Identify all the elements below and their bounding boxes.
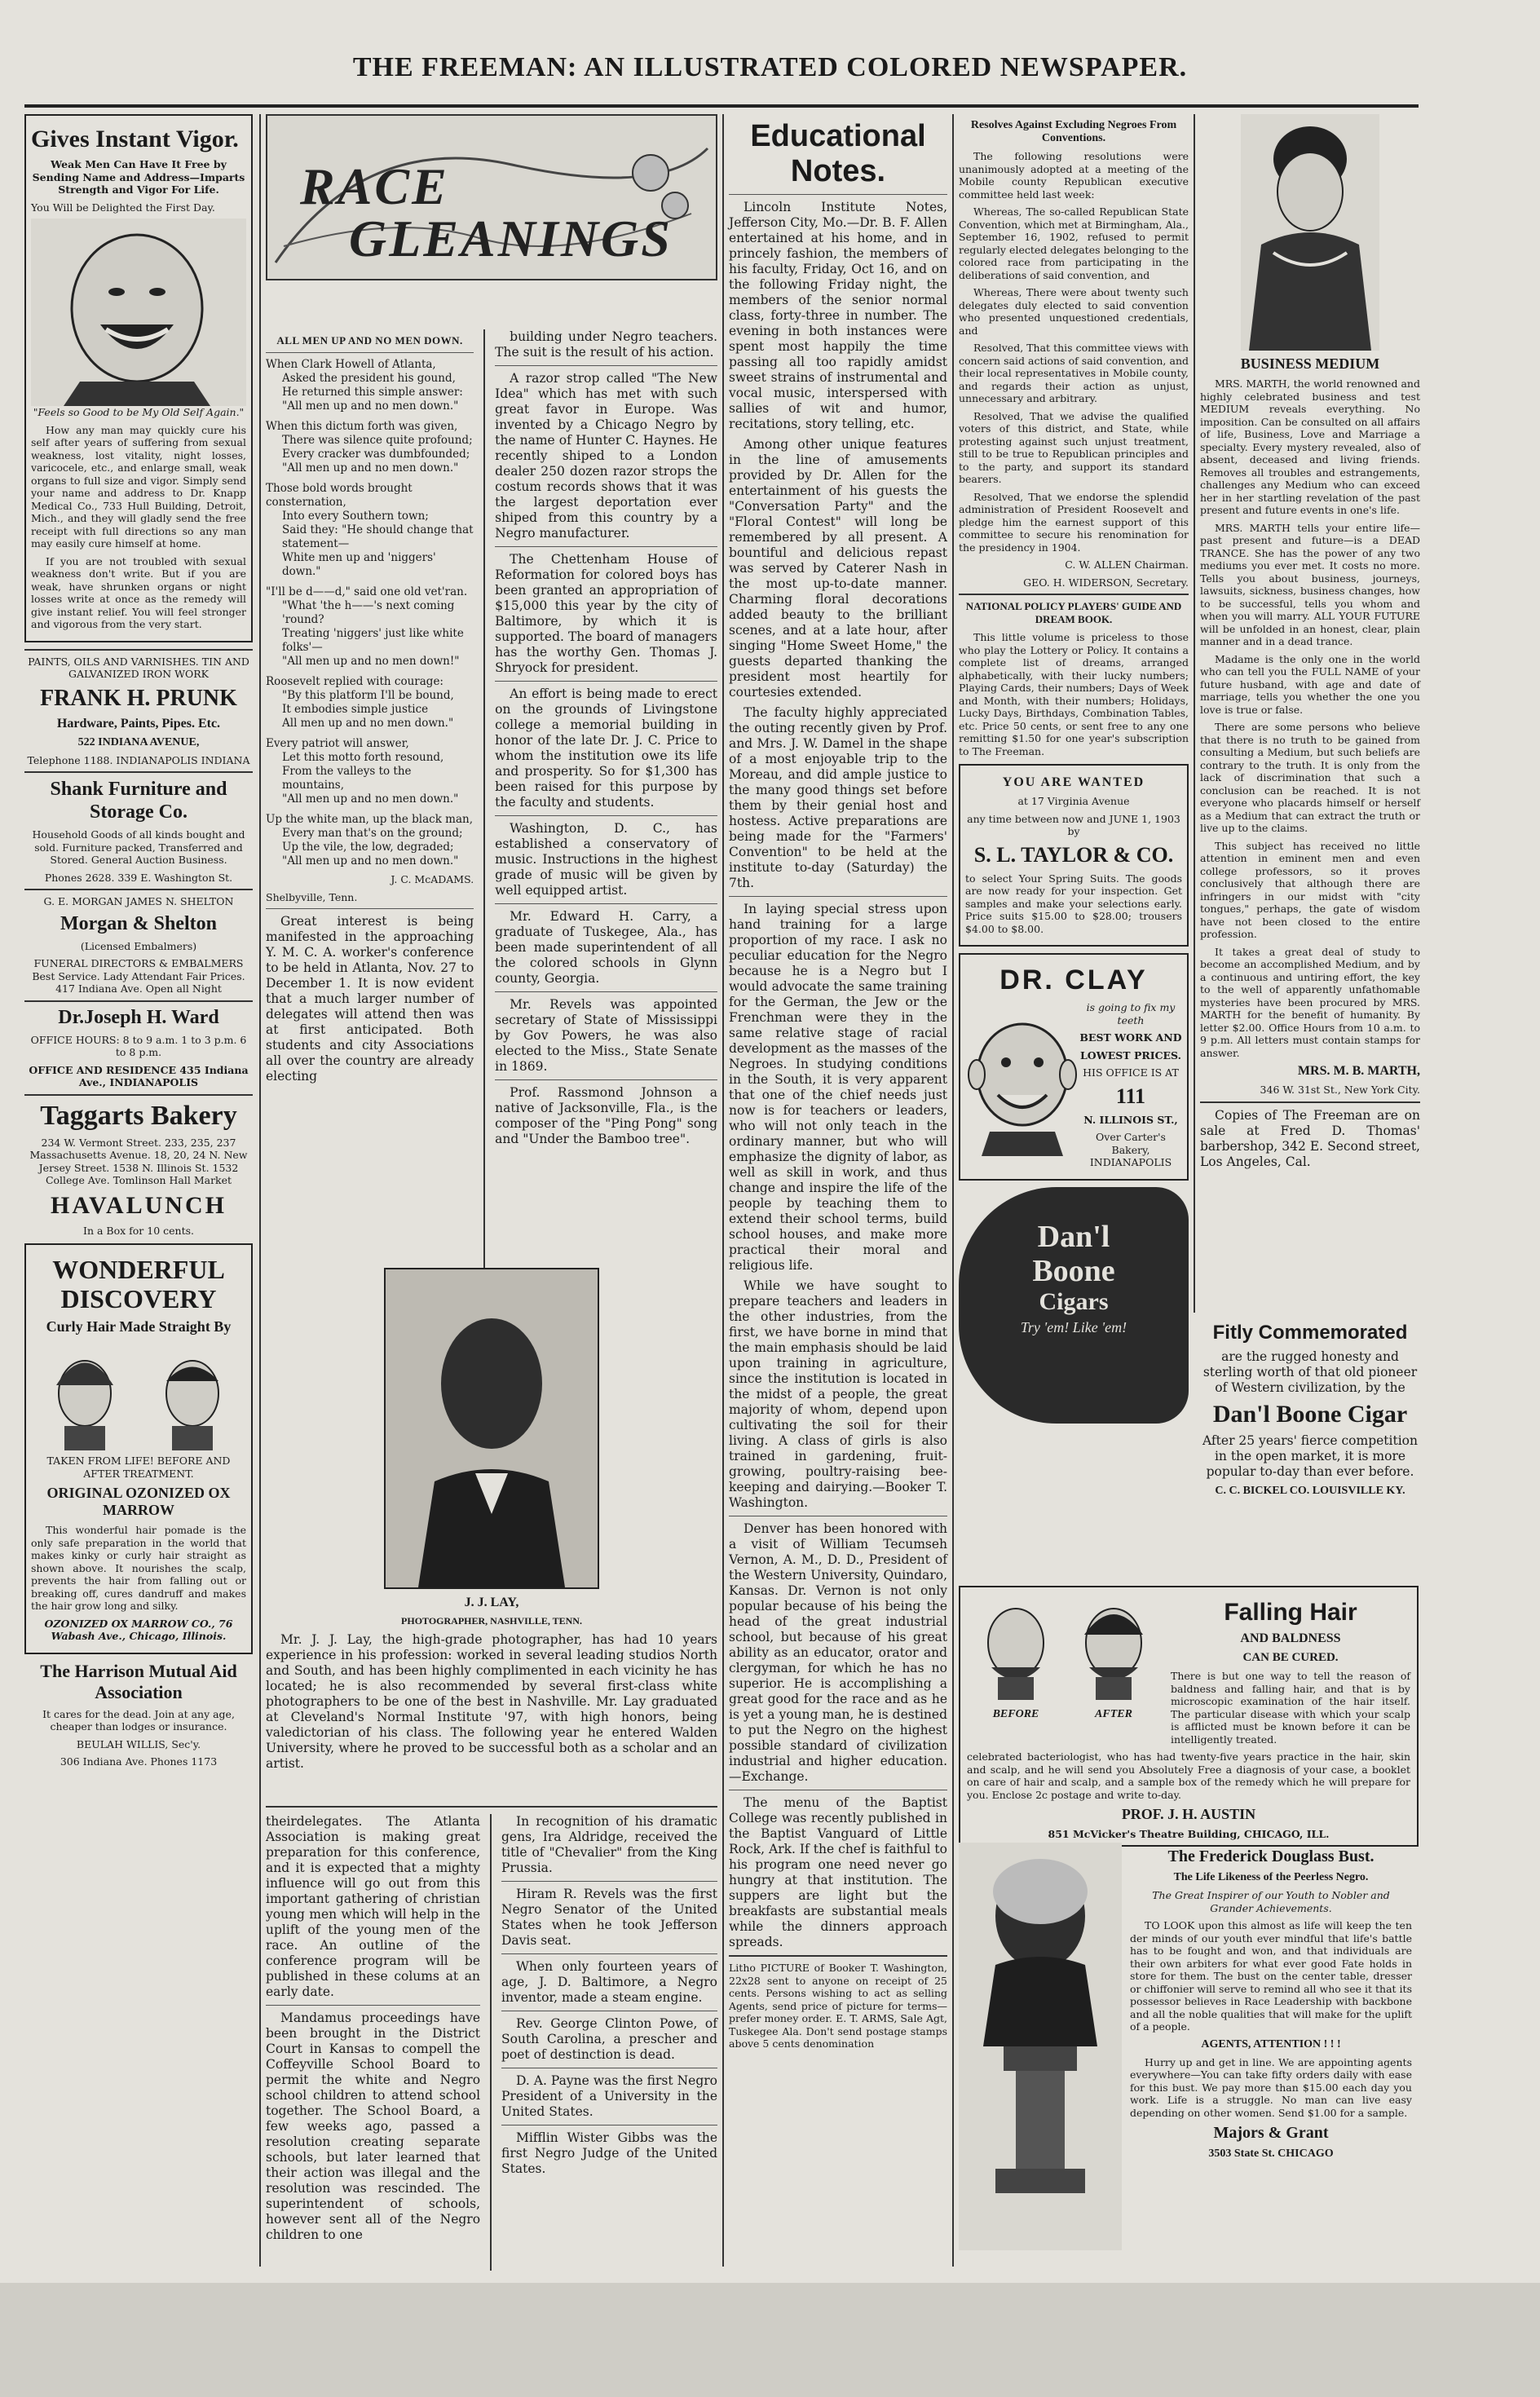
poem-title: ALL MEN UP AND NO MEN DOWN. bbox=[276, 334, 463, 347]
vigor-tag: You Will be Delighted the First Day. bbox=[31, 201, 215, 214]
douglass-bust-illustration bbox=[959, 1843, 1122, 2250]
poem-line: He returned this simple answer: bbox=[282, 386, 463, 399]
news-items-column: building under Negro teachers. The suit is the result of his action. A razor strop called "The New Idea" which has met with such great favor in Europe. Was invented by a Chicago Negro by the name of Hunter C. Haynes. He recently shiped to a London dealer 250 dozen razor strops the costum records shows that it was the largest deportation ever shiped from this country by a Negro manufacturer. The Chettenham House of Reformation for colored boys has been granted an appropriation of $15,000 this year by the city of Baltimore, by which it is supported. The board of managers has the worthy Gen. Thomas J. Shryock for president. An effort is being made to erect on the grounds of Livingstone college a memorial building in honor of the late Dr. J. C. Price to whom the institution owe its life and prosperity. So for $1,300 has been raised for this purpose by the faculty and students. Washington, D. C., has established a conservatory of music. Instructions in the highest grade of music will be given by well equipped artist. Mr. Edward H. Carry, a graduate of Tuskegee, Ala., has been made superintendent of all the colored schools in Glynn county, Georgia. Mr. Revels was appointed secretary of State of Mississippi by Gov Powers, he was also elected to the Miss., State Senate in 1869. Prof. Rassmond Johnson a native of Jacksonville, Fla., is the composer of the "Ping Pong" song and "Under the Bamboo tree". bbox=[495, 329, 718, 1146]
harrison-ad: The Harrison Mutual Aid Association It cares for the dead. Join at any age, cheaper than lodges or insurance. BEULAH WILLIS, Sec'y. 306 Indiana Ave. Phones 1173 bbox=[40, 1660, 237, 1768]
vigor-ad bbox=[24, 114, 253, 642]
poem-line: "By this platform I'll be bound, bbox=[282, 689, 454, 702]
banner-word-gleanings: GLEANINGS bbox=[349, 210, 673, 267]
poem-line: Treating 'niggers' just like white folks'— bbox=[282, 627, 464, 654]
prunk-ad: PAINTS, OILS AND VARNISHES. TIN AND GALVANIZED IRON WORK FRANK H. PRUNK Hardware, Paints, Pipes. Etc. 522 INDIANA AVENUE, Telephone 1188. INDIANAPOLIS INDIANA bbox=[27, 655, 250, 766]
poem-line: Into every Southern town; bbox=[282, 510, 429, 523]
poem-line: "What 'the h——'s next coming 'round? bbox=[282, 599, 455, 626]
falling-hair-ad: BEFORE AFTER Falling Hair AND BALDNESS CAN BE CURED. There is but one way to tell the reason of baldness and falling hair, and that is by microscopic examination of the hair itself. The particular disease with which your scalp is afflicted must be known before it can be intelligently treated. celebrated bacteriologist, who has had twenty-five years practice in the hair, skin and scalp, and he will send you Absolutely Free a diagnosis of your case, a booklet on care of hair and scalp, and a sample box of the remedy which he will prepare for you. Enclose 2c postage and write to-day. PROF. J. H. AUSTIN 851 McVicker's Theatre Building, CHICAGO, ILL. bbox=[959, 1586, 1419, 1847]
poem-lines bbox=[266, 358, 474, 868]
column-2-bottom: theirdelegates. The Atlanta Association is making great preparation for this conference, and it is expected that a mighty influence will go out from this important gathering of christian young men which will help in the uplift of the young men of the race. An outline of the conference program will be published in these colums at an early date. Mandamus proceedings have been brought in the District Court in Kansas to compell the Coffeyville School Board to permit the white and Negro school children to attend school together. The School Board, a few weeks ago, passed a resolution creating separate schools, but later learned that their action was illegal and the resolution was rescinded. The superintendent of schools, however sent all of the Negro children to one In recognition of his dramatic gens, Ira Aldridge, received the title of "Chevalier" from the King Prussia. Hiram R. Revels was the first Negro Senator of the United States when he took Jefferson Davis seat. When only fourteen years of age, J. D. Baltimore, a Negro inventor, made a steam engine. Rev. George Clinton Powe, of South Carolina, a prescher and poet of destinction is dead. D. A. Payne was the first Negro President of a University in the United States. Mifflin Wister Gibbs was the first Negro Judge of the United States. bbox=[266, 1814, 717, 2271]
race-gleanings-banner bbox=[266, 114, 717, 280]
full-hair-after-illustration bbox=[1073, 1594, 1154, 1700]
educational-notes-title: Educational Notes. bbox=[750, 119, 926, 188]
poem-line: "All men up and no men down!" bbox=[282, 655, 460, 668]
grinning-boy-illustration bbox=[965, 1001, 1079, 1156]
poem-line: "I'll be d——d," said one old vet'ran. bbox=[266, 585, 468, 598]
poem-line: Up the white man, up the black man, bbox=[266, 813, 474, 826]
poem-line: Up the vile, the low, degraded; bbox=[282, 841, 454, 854]
lay-title: PHOTOGRAPHER, NASHVILLE, TENN. bbox=[401, 1615, 582, 1627]
before-after-heads bbox=[31, 1340, 246, 1455]
medium-portrait bbox=[1241, 114, 1379, 351]
ward-ad: Dr.Joseph H. Ward OFFICE HOURS: 8 to 9 a.m. 1 to 3 p.m. 6 to 8 p.m. OFFICE AND RESIDENCE 435 Indiana Ave., INDIANAPOLIS bbox=[29, 1006, 249, 1088]
masthead: THE FREEMAN: AN ILLUSTRATED COLORED NEWSPAPER. bbox=[352, 52, 1188, 82]
poem-line: Every patriot will answer, bbox=[266, 737, 409, 750]
poem-line: Those bold words brought consternation, bbox=[266, 482, 413, 509]
taylor-ad: YOU ARE WANTED at 17 Virginia Avenue any time between now and JUNE 1, 1903 by S. L. TAYLOR & CO. to select Your Spring Suits. The goods are now ready for your inspection. Get samples and make your selections early. Price suits $15.00 to $28.00; trousers $4.00 to $8.00. bbox=[959, 764, 1189, 947]
bald-head-before-illustration bbox=[975, 1594, 1057, 1700]
poem-line: Roosevelt replied with courage: bbox=[266, 675, 443, 688]
taggarts-ad: Taggarts Bakery 234 W. Vermont Street. 233, 235, 237 Massachusetts Avenue. 18, 20, 24 N. New Jersey Street. 1538 N. Illinois St. 1532 College Ave. Tomlinson Hall Market HAVALUNCH In a Box for 10 cents. bbox=[29, 1100, 248, 1237]
poem-line: "All men up and no men down." bbox=[282, 400, 459, 413]
vigor-title: Gives Instant Vigor. bbox=[31, 126, 239, 152]
ymca-item: Great interest is being manifested in the approaching Y. M. C. A. worker's conference to be held in Atlanta, Nov. 27 to December 1. It is now evident that a much larger number of delegates will attend then was at first anticipated. Both students and city Associations all over the country are already electing bbox=[266, 914, 474, 1084]
poem-place: Shelbyville, Tenn. bbox=[266, 890, 358, 903]
poem-line: It embodies simple justice bbox=[282, 703, 429, 716]
poem-line: White men up and 'niggers' down." bbox=[282, 551, 436, 578]
column-5: BUSINESS MEDIUM MRS. MARTH, the world renowned and highly celebrated business and test MEDIUM reveals everything. No imposition. Can be consulted on all affairs of life, Business, Love and Marriage a specialty. Every mystery revealed, also of absent, deceased and living friends. Removes all troubles and estrangements, challenges any Medium who can exceed her in her startling revelation of the past present and future events in one's life. MRS. MARTH tells your entire life—past present and future—is a DEAD TRANCE. She has the power of any two mediums you ever met. It costs no more. Tells you about business, journeys, lawsuits, sickness, business changes, how to be successful, tells you whom and when you will marry. ALL YOUR FUTURE will be unfolded in an honest, clear, plain manner and in a dead trance. Madame is the only one in the world who can tell you the FULL NAME of your future husband, with age and date of marriage, tells you whether the one you love is true or false. There are some persons who believe that there is no truth to be gained from consulting a Medium, but such beliefs are contrary to the truth. It is only from the lack of discrimination that such a conclusion can be reached. It is not everyone who placards himself or herself as a Medium that can extract the truth or live up to the claims. This subject has received no little attention in eminent men and even college professors, so it proves conclusively that although there are infringers in our midst with "city tongues," perhaps, the gate of wisdom have not been closed to the entire profession. It takes a great deal of study to become an accomplished Medium, and by a continuous and untiring effort, the key to the well of apparently unfathomable mysteries have been procured by MRS. MARTH for the benefit of humanity. By letter $2.00. Office Hours from 10 a.m. to 9 p.m. All letters must contain stamps for answer. MRS. M. B. MARTH, 346 W. 31st St., New York City. Copies of The Freeman are on sale at Fred D. Thomas' barbershop, 342 E. Second street, Los Angeles, Cal. bbox=[1200, 114, 1420, 1317]
vigor-sub: Weak Men Can Have It Free by Sending Name and Address—Imparts Strength and Vigor For Life. bbox=[32, 158, 245, 196]
lay-body: Mr. J. J. Lay, the high-grade photographer, has had 10 years experience in his profession: worked in several leading studios North and South, and has been highly complimented in each vicinity he has located; he is also recommended by several first-class white photographers to be one of the best in Nashville. Mr. Lay graduated at Cleveland's Normal Institute '97, with high honors, being valedictorian of his class. The following year he entered Walden University, where he proved to be successful both as a scholar and an artist. bbox=[266, 1632, 717, 1771]
poem-line: When this dictum forth was given, bbox=[266, 420, 458, 433]
poem-line: "All men up and no men down." bbox=[282, 792, 459, 806]
danl-boone-cigar-graphic: Dan'l Boone Cigars Try 'em! Like 'em! bbox=[959, 1187, 1189, 1424]
poem-line: Every man that's on the ground; bbox=[282, 827, 463, 840]
poem-line: There was silence quite profound; bbox=[282, 434, 473, 447]
shank-ad: Shank Furniture and Storage Co. Household Goods of all kinds bought and sold. Furniture packed, Transferred and Stored. General Auction Business. Phones 2628. 339 E. Washington St. bbox=[32, 779, 245, 884]
poem-line: "All men up and no men down." bbox=[282, 461, 459, 475]
column-1 bbox=[24, 114, 253, 2267]
lay-feature bbox=[266, 1268, 717, 1777]
poem-line: Let this motto forth resound, bbox=[282, 751, 444, 764]
masthead-rule bbox=[24, 104, 1419, 108]
column-4: Resolves Against Excluding Negroes From Conventions. The following resolutions were unanimously adopted at a meeting of the Mobile county Republican executive committee held last week: Whereas, The so-called Republican State Convention, which met at Birmingham, Ala., September 16, 1902, refused to permit regularly elected delegates belonging to the colored race from participating in the deliberations of said convention, and Whereas, There were about twenty such delegates duly elected to said convention who presented unquestioned credentials, and Resolved, That this committee views with concern said actions of said convention, and their local representatives in Mobile county, and regards their action as unjust, unnecessary and arbitrary. Resolved, That we advise the qualified voters of this district, and State, while protesting against such unjust treatment, still to be true to Republican principles and to the party, and support its standard bearers. Resolved, That we endorse the splendid administration of President Roosevelt and pledge him the earnest support of this committee to secure his renomination for the presidency in 1904. C. W. ALLEN Chairman. GEO. H. WIDERSON, Secretary. NATIONAL POLICY PLAYERS' GUIDE AND DREAM BOOK. This little volume is priceless to those who play the Lottery or Policy. It contains a complete list of dreams, arranged alphabetically, with their lucky numbers; Playing Cards, their numbers; Days of Week and Month, with their numbers; Holidays, Lucky Days, Birthdays, Combination Tables, etc. Price 50 cents, or sent free to any one remitting $1.50 for one year's subscription to The Freeman. YOU ARE WANTED at 17 Virginia Avenue any time between now and JUNE 1, 1903 by S. L. TAYLOR & CO. to select Your Spring Suits. The goods are now ready for your inspection. Get samples and make your selections early. Price suits $15.00 to $28.00; trousers $4.00 to $8.00. DR. CLAY is going to fix my teeth BEST WORK AND LOWEST PRICES. HIS OFFICE IS AT 111 N. ILLINOIS ST., Over Carter's Bakery, INDIANAPOLIS Dan'l Boone Cigars Try 'em! Like 'em! bbox=[959, 114, 1189, 1313]
lay-portrait-photo bbox=[384, 1268, 599, 1589]
poem-line: "All men up and no men down." bbox=[282, 854, 459, 867]
douglass-bust-ad: The Frederick Douglass Bust. The Life Likeness of the Peerless Negro. The Great Inspirer of our Youth to Nobler and Grander Achievements. TO LOOK upon this almost as life will keep the ten der minds of our youth ever mindful that life's battle has to be fought and won, and that individuals are their own arbiters for what ever good Fate holds in store for them. The bust on the center table, dresser or chiffonier will serve to remind all who see it that its possessor believes in Race Leadership with backbone and all the noble qualities that will make for the uplift of a people. AGENTS, ATTENTION ! ! ! Hurry up and get in line. We are appointing agents everywhere—You can take fifty orders daily with ease for this bust. We pay more than $15.00 each day you work. Life is a struggle. No man can live easy depending on other women. Send $1.00 for a sample. Majors & Grant 3503 State St. CHICAGO bbox=[959, 1843, 1412, 2267]
poem-line: From the valleys to the mountains, bbox=[282, 765, 412, 792]
fitly-commemorated-ad: Fitly Commemorated are the rugged honesty and sterling worth of that old pioneer of Western civilization, by the Dan'l Boone Cigar After 25 years' fierce competition in the open market, it is more popular to-day than ever before. C. C. BICKEL CO. LOUISVILLE KY. bbox=[1202, 1322, 1418, 1497]
morgan-ad: G. E. MORGAN JAMES N. SHELTON Morgan & Shelton (Licensed Embalmers) FUNERAL DIRECTORS & EMBALMERS Best Service. Lady Attendant Fair Prices. 417 Indiana Ave. Open all Night bbox=[32, 895, 245, 995]
poem-line: When Clark Howell of Atlanta, bbox=[266, 358, 436, 371]
vigor-body: How any man may quickly cure his self after years of suffering from sexual weakness, lost vitality, night losses, varicocele, etc., and enlarge small, weak organs to full size and vigor. Simply send your name and address to Dr. Knapp Medical Co., 733 Hull Building, Detroit, Mich., and they will gladly send the free receipt with full directions so any man may easily cure himself at home. If you are not troubled with sexual weakness don't write. But if you are weak, have shrunken organs or night losses write at once as the remedy will give instant relief. You will feel stronger and vigorous from the very start. bbox=[31, 423, 246, 630]
poem-line: Every cracker was dumbfounded; bbox=[282, 448, 470, 461]
dr-clay-ad: DR. CLAY is going to fix my teeth BEST WORK AND LOWEST PRICES. HIS OFFICE IS AT 111 N. ILLINOIS ST., Over Carter's Bakery, INDIANAPOLIS bbox=[959, 953, 1189, 1181]
poem-line: All men up and no men down." bbox=[282, 717, 454, 730]
poem-author: J. C. McADAMS. bbox=[391, 873, 474, 885]
litho-ad: Litho PICTURE of Booker T. Washington, 22x28 sent to anyone on receipt of 25 cents. Persons wishing to act as selling Agents, send price of picture for terms—prefer money order. E. T. ARMS, Sale Agt, Tuskegee Ala. Don't send postage stamps above 5 cents denomination bbox=[729, 1962, 947, 2050]
lay-name: J. J. LAY, bbox=[464, 1596, 519, 1609]
column-3: Educational Notes. Lincoln Institute Notes, Jefferson City, Mo.—Dr. B. F. Allen entertained at his home, and in princely fashion, the members of his faculty, Friday, Oct 16, and on the following Friday night, the members of the senior normal class, forty-three in number. The evening in both instances were spent most happily the time passing all too rapidly amidst sweet strains of instrumental and vocal music, interspersed with sallies of wit and humor, recitations, story telling, etc. Among other unique features in the line of amusements provided by Dr. Allen for the entertainment of his guests the "Conversation Party" and the "Floral Contest" will long be remembered by all present. A bountiful and delicious repast was served by Caterer Nash in the most up-to-date manner. Charming floral decorations added beauty to the brilliant scenes, and at a late hour, after singing "Home Sweet Home," the guests departed thanking the president most heartily for courtesies extended. The faculty highly appreciated the outing recently given by Prof. and Mrs. J. W. Damel in the shape of a most enjoyable trip to the Moreau, and did ample justice to the many good things set before them by their genial host and hostess. Active preparations are being made for the "Farmers' Convention" to be held at the institute to-day (Saturday) the 7th. In laying special stress upon hand training for a large proportion of my race. I ask no peculiar education for the Negro because he is a Negro but I would advocate the same training for the German, the Jew or the Frenchman were they in the same relative stage of racial development as the masses of the Negroes. In studying conditions in the South, it is very apparent that one of the chief needs just now is for teachers or leaders, who will not only teach in the ordinary manner, but who will emphasize the dignity of labor, as well as skill in work, and thus change and inspire the life of the people by teaching them to extend their school terms, build school houses, and make more practical their moral and religious life. While we have sought to prepare teachers and leaders in the other industries, from the first, we have borne in mind that the main emphasis should be laid upon training in agriculture, since the institution is located in the midst of a people, the great majority of whom, depend upon cultivating the soil for their living. A class of girls is also trained in gardening, fruit-growing, poultry-raising bee-keeping and dairying.—Booker T. Washington. Denver has been honored with a visit of William Tecumseh Vernon, A. M., D. D., President of the Western University, Quindaro, Kansas. Dr. Vernon is not only popular because of his being the head of the great industrial school, but because of his great ability as an educator, orator and clergyman, for which he has no superior. He is accomplishing a great good for the race and as he is yet a young man, he is destined to put the Negro on the highest possible standard of civilization industrial and higher education.—Exchange. The menu of the Baptist College was recently published in the Baptist Vanguard of Little Rock, Ark. If the chef is faithful to his program one need never go hungry at that institution. The suppers are light but the breakfasts are substantial meals while the dinners approach spreads. Litho PICTURE of Booker T. Washington, 22x28 sent to anyone on receipt of 25 cents. Persons wishing to act as selling Agents, send price of picture for terms—prefer money order. E. T. ARMS, Sale Agt, Tuskegee Ala. Don't send postage stamps above 5 cents denomination bbox=[729, 119, 947, 2050]
vigor-caption: "Feels so Good to be My Old Self Again." bbox=[33, 406, 245, 418]
wonderful-ad: WONDERFUL DISCOVERY Curly Hair Made Straight By TAKEN FROM LIFE! BEFORE AND AFTER TREATMENT. ORIGINAL OZONIZED OX MARROW This wonderful hair pomade is the only safe preparation in the world that makes kinky or curly hair straight as shown above. It nourishes the scalp, prevents the hair from falling out or breaking off, cures dandruff and makes the hair grow long and silky. OZONIZED OX MARROW CO., 76 Wabash Ave., Chicago, Illinois. bbox=[24, 1243, 253, 1654]
poem-line: Said they: "He should change that statement— bbox=[282, 523, 474, 550]
smiling-man-illustration bbox=[31, 219, 246, 406]
banner-word-race: RACE bbox=[300, 157, 449, 215]
poem-line: Asked the president his gound, bbox=[282, 372, 456, 385]
